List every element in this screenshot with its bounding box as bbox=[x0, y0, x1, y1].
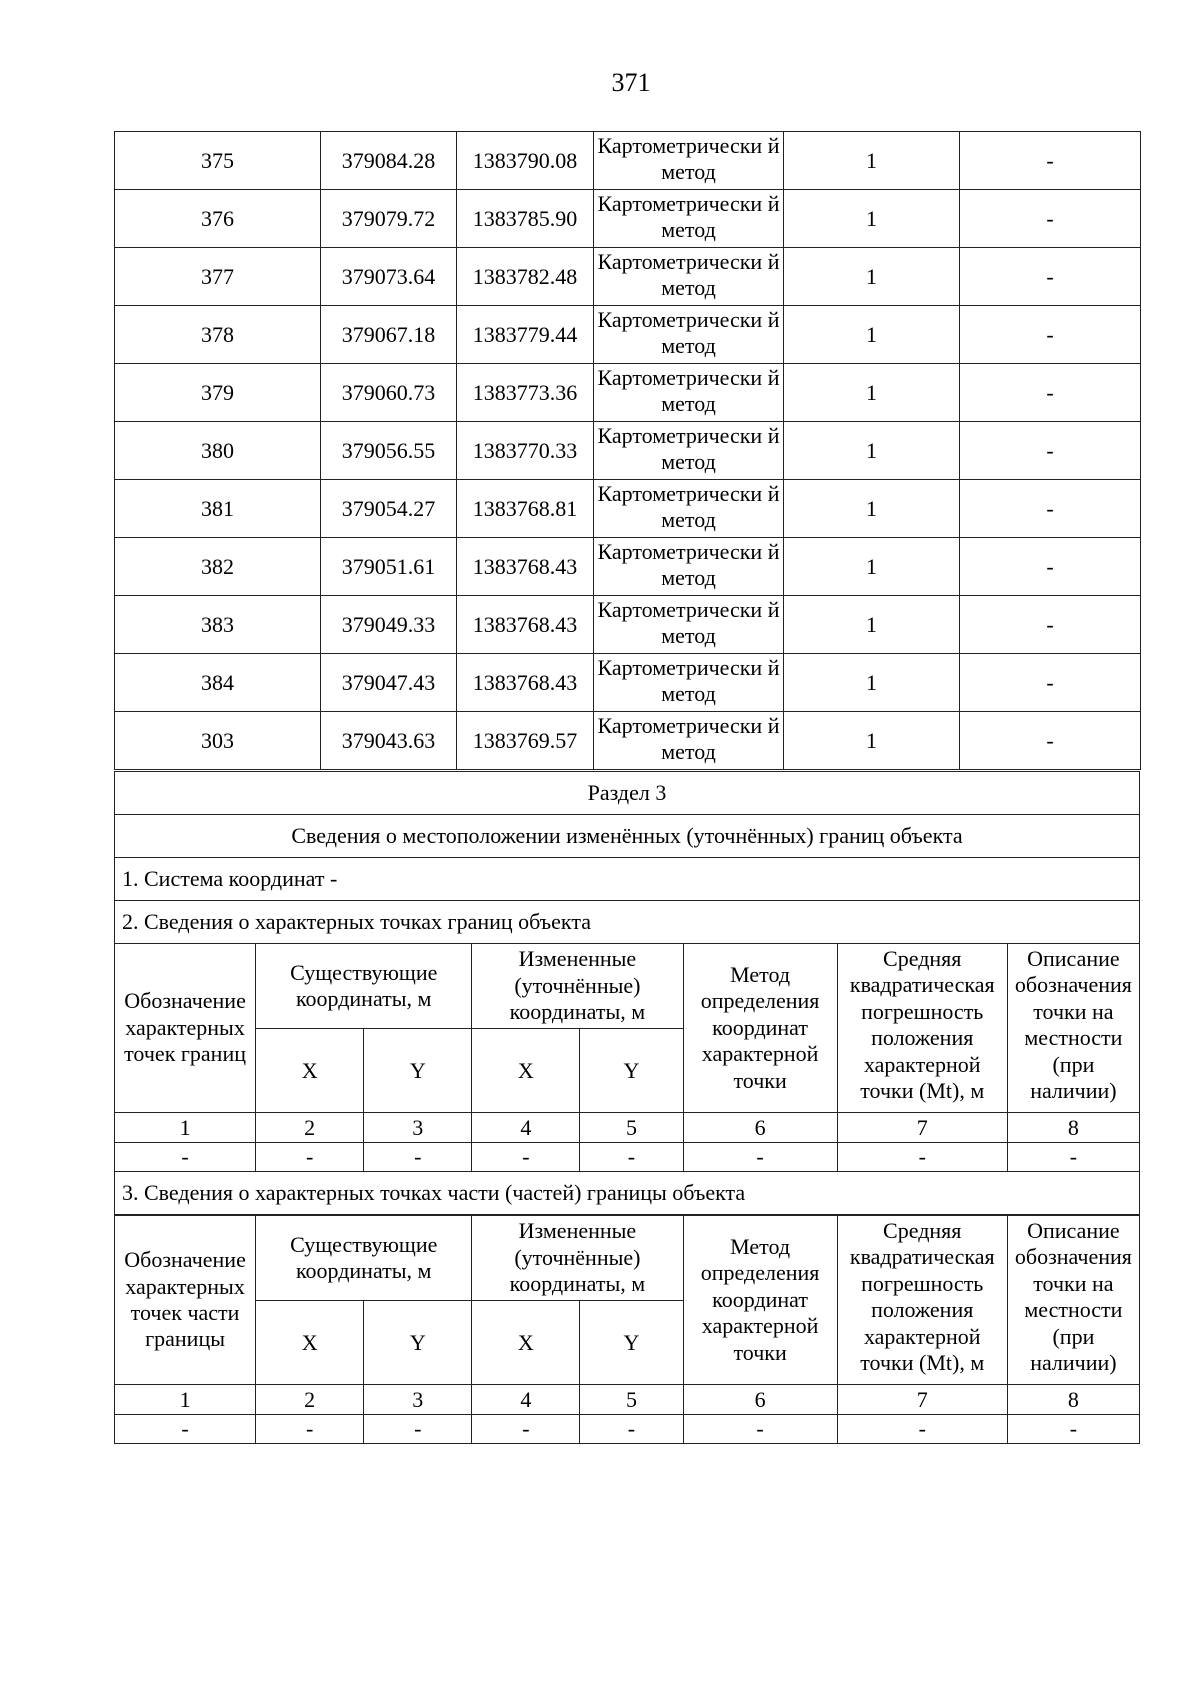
accuracy-cell: 1 bbox=[784, 712, 960, 770]
y-coordinate: 1383785.90 bbox=[457, 190, 594, 248]
column-number: 1 bbox=[115, 1113, 256, 1143]
y-coordinate: 1383768.43 bbox=[457, 596, 594, 654]
column-number: 3 bbox=[364, 1113, 472, 1143]
column-number: 8 bbox=[1007, 1113, 1139, 1143]
method-cell: Картометрически й метод bbox=[594, 190, 784, 248]
x-coordinate: 379054.27 bbox=[321, 480, 457, 538]
empty-cell: - bbox=[472, 1415, 580, 1444]
accuracy-header: Средняя квадратическая погрешность положения характерной точки (Mt), м bbox=[837, 1216, 1007, 1385]
column-number: 7 bbox=[837, 1385, 1007, 1415]
column-numbers-row bbox=[115, 1113, 1140, 1143]
y-coordinate: 1383790.08 bbox=[457, 132, 594, 190]
method-cell: Картометрически й метод bbox=[594, 132, 784, 190]
description-cell: - bbox=[960, 654, 1141, 712]
accuracy-cell: 1 bbox=[784, 132, 960, 190]
point-number: 303 bbox=[115, 712, 321, 770]
empty-cell: - bbox=[580, 1143, 683, 1172]
table-row bbox=[115, 132, 1141, 190]
x-coordinate: 379084.28 bbox=[321, 132, 457, 190]
x-header: X bbox=[256, 1029, 364, 1113]
accuracy-cell: 1 bbox=[784, 480, 960, 538]
empty-cell: - bbox=[837, 1415, 1007, 1444]
y-coordinate: 1383779.44 bbox=[457, 306, 594, 364]
point-number: 375 bbox=[115, 132, 321, 190]
accuracy-cell: 1 bbox=[784, 190, 960, 248]
x-coordinate: 379079.72 bbox=[321, 190, 457, 248]
accuracy-cell: 1 bbox=[784, 596, 960, 654]
y-header: Y bbox=[580, 1029, 683, 1113]
block3-caption: 3. Сведения о характерных точках части (частей) границы объекта bbox=[115, 1172, 1140, 1215]
empty-cell: - bbox=[472, 1143, 580, 1172]
section-header-table bbox=[114, 771, 1140, 944]
y-coordinate: 1383770.33 bbox=[457, 422, 594, 480]
y-coordinate: 1383768.81 bbox=[457, 480, 594, 538]
empty-cell: - bbox=[683, 1143, 837, 1172]
point-number: 378 bbox=[115, 306, 321, 364]
y-header: Y bbox=[580, 1301, 683, 1385]
method-cell: Картометрически й метод bbox=[594, 480, 784, 538]
empty-cell: - bbox=[115, 1415, 256, 1444]
section-subtitle: Сведения о местоположении изменённых (уточнённых) границ объекта bbox=[115, 815, 1140, 858]
y-header: Y bbox=[364, 1029, 472, 1113]
description-cell: - bbox=[960, 364, 1141, 422]
table-row bbox=[115, 190, 1141, 248]
column-number: 8 bbox=[1007, 1385, 1139, 1415]
x-header: X bbox=[472, 1301, 580, 1385]
x-coordinate: 379060.73 bbox=[321, 364, 457, 422]
description-header: Описание обозначения точки на местности (при наличии) bbox=[1007, 944, 1139, 1113]
method-header: Метод определения координат характерной точки bbox=[683, 1216, 837, 1385]
x-coordinate: 379051.61 bbox=[321, 538, 457, 596]
page-number: 371 bbox=[611, 68, 651, 97]
accuracy-cell: 1 bbox=[784, 538, 960, 596]
table-row bbox=[115, 538, 1141, 596]
empty-cell: - bbox=[256, 1415, 364, 1444]
point-number: 383 bbox=[115, 596, 321, 654]
empty-cell: - bbox=[580, 1415, 683, 1444]
x-coordinate: 379067.18 bbox=[321, 306, 457, 364]
empty-cell: - bbox=[364, 1415, 472, 1444]
description-header: Описание обозначения точки на местности (при наличии) bbox=[1007, 1216, 1139, 1385]
column-number: 2 bbox=[256, 1385, 364, 1415]
point-number: 379 bbox=[115, 364, 321, 422]
x-coordinate: 379047.43 bbox=[321, 654, 457, 712]
point-number: 377 bbox=[115, 248, 321, 306]
description-cell: - bbox=[960, 596, 1141, 654]
point-number: 380 bbox=[115, 422, 321, 480]
part-boundary-points-table bbox=[114, 1215, 1140, 1444]
accuracy-header: Средняя квадратическая погрешность положения характерной точки (Mt), м bbox=[837, 944, 1007, 1113]
existing-coords-header: Существующие координаты, м bbox=[256, 1216, 472, 1301]
method-cell: Картометрически й метод bbox=[594, 364, 784, 422]
method-cell: Картометрически й метод bbox=[594, 712, 784, 770]
table-row bbox=[115, 712, 1141, 770]
column-number: 6 bbox=[683, 1113, 837, 1143]
column-number: 5 bbox=[580, 1113, 683, 1143]
boundary-points-table bbox=[114, 943, 1140, 1215]
empty-cell: - bbox=[683, 1415, 837, 1444]
empty-cell: - bbox=[256, 1143, 364, 1172]
y-coordinate: 1383768.43 bbox=[457, 538, 594, 596]
empty-data-row bbox=[115, 1143, 1140, 1172]
column-number: 1 bbox=[115, 1385, 256, 1415]
section-title: Раздел 3 bbox=[115, 772, 1140, 815]
method-cell: Картометрически й метод bbox=[594, 248, 784, 306]
x-coordinate: 379056.55 bbox=[321, 422, 457, 480]
description-cell: - bbox=[960, 190, 1141, 248]
x-header: X bbox=[256, 1301, 364, 1385]
y-coordinate: 1383773.36 bbox=[457, 364, 594, 422]
table-row bbox=[115, 364, 1141, 422]
x-header: X bbox=[472, 1029, 580, 1113]
table-row bbox=[115, 422, 1141, 480]
table-row bbox=[115, 596, 1141, 654]
designation-header: Обозначение характерных точек границ bbox=[115, 944, 256, 1113]
column-number: 7 bbox=[837, 1113, 1007, 1143]
description-cell: - bbox=[960, 132, 1141, 190]
accuracy-cell: 1 bbox=[784, 422, 960, 480]
accuracy-cell: 1 bbox=[784, 654, 960, 712]
point-number: 382 bbox=[115, 538, 321, 596]
y-coordinate: 1383768.43 bbox=[457, 654, 594, 712]
point-number: 381 bbox=[115, 480, 321, 538]
method-cell: Картометрически й метод bbox=[594, 306, 784, 364]
table-row bbox=[115, 480, 1141, 538]
accuracy-cell: 1 bbox=[784, 248, 960, 306]
y-coordinate: 1383769.57 bbox=[457, 712, 594, 770]
empty-cell: - bbox=[1007, 1143, 1139, 1172]
empty-cell: - bbox=[837, 1143, 1007, 1172]
coord-system: 1. Система координат - bbox=[115, 858, 1140, 901]
description-cell: - bbox=[960, 712, 1141, 770]
points-table-body bbox=[115, 132, 1141, 770]
empty-cell: - bbox=[1007, 1415, 1139, 1444]
description-cell: - bbox=[960, 480, 1141, 538]
column-number: 6 bbox=[683, 1385, 837, 1415]
y-coordinate: 1383782.48 bbox=[457, 248, 594, 306]
description-cell: - bbox=[960, 248, 1141, 306]
description-cell: - bbox=[960, 306, 1141, 364]
designation-header: Обозначение характерных точек части границы bbox=[115, 1216, 256, 1385]
description-cell: - bbox=[960, 422, 1141, 480]
x-coordinate: 379043.63 bbox=[321, 712, 457, 770]
accuracy-cell: 1 bbox=[784, 306, 960, 364]
column-number: 4 bbox=[472, 1385, 580, 1415]
method-cell: Картометрически й метод bbox=[594, 422, 784, 480]
table-row bbox=[115, 248, 1141, 306]
point-number: 384 bbox=[115, 654, 321, 712]
method-cell: Картометрически й метод bbox=[594, 538, 784, 596]
block2-caption: 2. Сведения о характерных точках границ объекта bbox=[115, 901, 1140, 944]
empty-cell: - bbox=[115, 1143, 256, 1172]
column-number: 5 bbox=[580, 1385, 683, 1415]
x-coordinate: 379073.64 bbox=[321, 248, 457, 306]
y-header: Y bbox=[364, 1301, 472, 1385]
column-number: 2 bbox=[256, 1113, 364, 1143]
table-row bbox=[115, 654, 1141, 712]
empty-cell: - bbox=[364, 1143, 472, 1172]
table-row bbox=[115, 306, 1141, 364]
column-number: 3 bbox=[364, 1385, 472, 1415]
points-table bbox=[114, 131, 1141, 770]
description-cell: - bbox=[960, 538, 1141, 596]
x-coordinate: 379049.33 bbox=[321, 596, 457, 654]
accuracy-cell: 1 bbox=[784, 364, 960, 422]
existing-coords-header: Существующие координаты, м bbox=[256, 944, 472, 1029]
empty-data-row bbox=[115, 1415, 1140, 1444]
point-number: 376 bbox=[115, 190, 321, 248]
method-cell: Картометрически й метод bbox=[594, 654, 784, 712]
column-numbers-row bbox=[115, 1385, 1140, 1415]
changed-coords-header: Измененные (уточнённые) координаты, м bbox=[472, 1216, 683, 1301]
method-cell: Картометрически й метод bbox=[594, 596, 784, 654]
column-number: 4 bbox=[472, 1113, 580, 1143]
method-header: Метод определения координат характерной точки bbox=[683, 944, 837, 1113]
changed-coords-header: Измененные (уточнённые) координаты, м bbox=[472, 944, 683, 1029]
